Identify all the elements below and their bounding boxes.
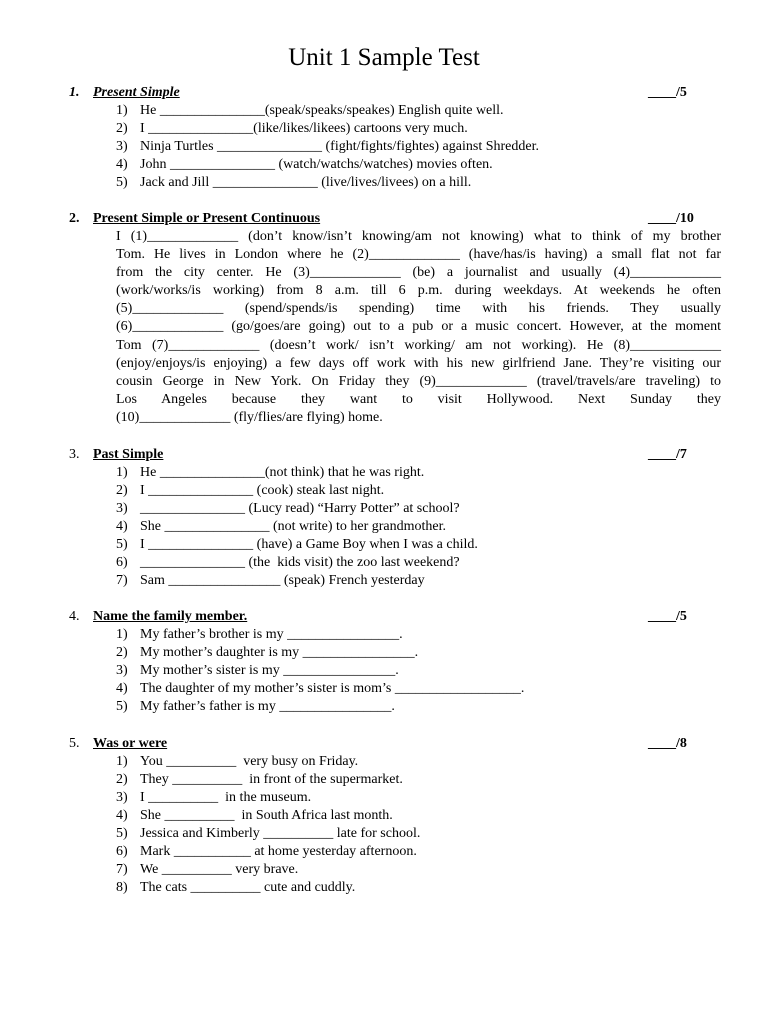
question-text: The daughter of my mother’s sister is mom’s __________________. xyxy=(140,681,525,696)
question-text: They __________ in front of the supermarket. xyxy=(140,772,403,787)
question-text: My mother’s daughter is my ________________. xyxy=(140,645,419,660)
question-number: 5) xyxy=(116,175,128,190)
question-item xyxy=(0,843,768,861)
question-text: My father’s father is my ________________. xyxy=(140,699,395,714)
question-text: Ninja Turtles _______________ (fight/fights/fightes) against Shredder. xyxy=(140,139,539,154)
question-item xyxy=(0,174,768,192)
question-number: 4) xyxy=(116,681,128,696)
section-present-simple-or-continuous xyxy=(0,210,768,425)
paragraph-line: (6)_____________ (go/goes/are going) out to a pub or a music concert. However, at the moment xyxy=(116,319,721,335)
question-text: She __________ in South Africa last month. xyxy=(140,808,393,823)
question-number: 6) xyxy=(116,555,128,570)
question-number: 5) xyxy=(116,537,128,552)
section-header xyxy=(0,608,768,626)
question-item xyxy=(0,680,768,698)
paragraph-line: from the city center. He (3)_____________ (be) a journalist and usually (4)_____________ xyxy=(116,265,721,281)
question-number: 5) xyxy=(116,826,128,841)
question-text: Jack and Jill _______________ (live/lives/livees) on a hill. xyxy=(140,175,472,190)
question-text: Mark ___________ at home yesterday afternoon. xyxy=(140,844,417,859)
question-text: The cats __________ cute and cuddly. xyxy=(140,880,356,895)
question-list xyxy=(0,102,768,192)
section-score: ____/5 xyxy=(648,85,687,100)
paragraph-line: Tom (7)_____________ (doesn’t work/ isn’t working/ am not working). He (8)_____________ xyxy=(116,337,721,353)
question-number: 5) xyxy=(116,699,128,714)
question-number: 3) xyxy=(116,663,128,678)
question-item xyxy=(0,138,768,156)
question-item xyxy=(0,120,768,138)
question-text: Sam ________________ (speak) French yesterday xyxy=(140,573,425,588)
question-text: I __________ in the museum. xyxy=(140,790,312,805)
question-item xyxy=(0,807,768,825)
section-score: ____/7 xyxy=(648,447,687,462)
question-item xyxy=(0,753,768,771)
question-number: 7) xyxy=(116,573,128,588)
question-text: He _______________(not think) that he was right. xyxy=(140,465,425,480)
question-number: 2) xyxy=(116,121,128,136)
paragraph-line: I (1)_____________ (don’t know/isn’t knowing/am not knowing) what to think of my brother xyxy=(116,229,721,244)
question-item xyxy=(0,644,768,662)
question-number: 2) xyxy=(116,483,128,498)
section-number: 3. xyxy=(69,447,80,462)
section-title: Past Simple xyxy=(93,447,164,462)
question-number: 4) xyxy=(116,808,128,823)
question-item xyxy=(0,536,768,554)
question-item xyxy=(0,626,768,644)
section-title: Present Simple xyxy=(93,85,180,100)
paragraph-line: (enjoy/enjoys/is enjoying) a few days off work with his new girlfriend Jane. They’re visiting our xyxy=(116,355,721,371)
question-item xyxy=(0,789,768,807)
section-number: 4. xyxy=(69,609,80,624)
section-number: 2. xyxy=(69,211,80,226)
section-present-simple xyxy=(0,84,768,192)
question-text: _______________ (the kids visit) the zoo last weekend? xyxy=(140,555,460,570)
question-number: 1) xyxy=(116,465,128,480)
question-text: John _______________ (watch/watchs/watches) movies often. xyxy=(140,157,493,172)
question-item xyxy=(0,572,768,590)
question-text: You __________ very busy on Friday. xyxy=(140,754,359,769)
question-number: 8) xyxy=(116,880,128,895)
section-title: Name the family member. xyxy=(93,609,248,624)
question-text: Jessica and Kimberly __________ late for school. xyxy=(140,826,421,841)
section-header xyxy=(0,446,768,464)
question-text: She _______________ (not write) to her grandmother. xyxy=(140,519,447,534)
question-text: He _______________(speak/speaks/speakes) English quite well. xyxy=(140,103,504,118)
question-text: I _______________ (have) a Game Boy when I was a child. xyxy=(140,537,478,552)
question-list xyxy=(0,464,768,590)
section-header xyxy=(0,84,768,102)
section-number: 5. xyxy=(69,736,80,751)
question-number: 1) xyxy=(116,103,128,118)
question-item xyxy=(0,156,768,174)
question-item xyxy=(0,518,768,536)
question-text: I _______________(like/likes/likees) cartoons very much. xyxy=(140,121,468,136)
question-text: _______________ (Lucy read) “Harry Potter” at school? xyxy=(140,501,460,516)
question-number: 3) xyxy=(116,139,128,154)
question-number: 2) xyxy=(116,772,128,787)
question-number: 3) xyxy=(116,790,128,805)
question-text: My mother’s sister is my ________________. xyxy=(140,663,399,678)
question-number: 4) xyxy=(116,519,128,534)
paragraph-line: Tom. He lives in London where he (2)_____________ (have/has/is having) a small flat not far xyxy=(116,247,721,263)
cloze-paragraph xyxy=(116,228,721,409)
question-number: 6) xyxy=(116,844,128,859)
paragraph-line: Los Angeles because they want to visit Hollywood. Next Sunday they xyxy=(116,391,721,407)
question-text: My father’s brother is my ________________. xyxy=(140,627,403,642)
question-number: 7) xyxy=(116,862,128,877)
paragraph-line: cousin George in New York. On Friday they (9)_____________ (travel/travels/are traveling) to xyxy=(116,373,721,389)
section-score: ____/5 xyxy=(648,609,687,624)
section-number: 1. xyxy=(69,85,80,100)
question-item xyxy=(0,861,768,879)
question-number: 3) xyxy=(116,501,128,516)
section-family-member xyxy=(0,608,768,716)
question-number: 1) xyxy=(116,627,128,642)
section-was-or-were xyxy=(0,735,768,897)
question-item xyxy=(0,482,768,500)
section-title: Present Simple or Present Continuous xyxy=(93,211,321,226)
question-number: 4) xyxy=(116,157,128,172)
question-list xyxy=(0,753,768,897)
section-title: Was or were xyxy=(93,736,168,751)
section-score: ____/10 xyxy=(648,211,694,226)
section-score: ____/8 xyxy=(648,736,687,751)
paragraph-line: (5)_____________ (spend/spends/is spending) time with his friends. They usually xyxy=(116,301,721,317)
question-list xyxy=(0,626,768,716)
question-item xyxy=(0,771,768,789)
question-text: We __________ very brave. xyxy=(140,862,299,877)
question-number: 2) xyxy=(116,645,128,660)
question-item xyxy=(0,662,768,680)
paragraph-line: (work/works/is working) from 8 a.m. till 6 p.m. during weekdays. At weekends he often xyxy=(116,283,721,299)
question-text: I _______________ (cook) steak last night. xyxy=(140,483,385,498)
question-item xyxy=(0,879,768,897)
section-header xyxy=(0,735,768,753)
question-item xyxy=(0,825,768,843)
page-title: Unit 1 Sample Test xyxy=(288,44,480,71)
question-item xyxy=(0,102,768,120)
section-past-simple xyxy=(0,446,768,590)
question-item xyxy=(0,500,768,518)
section-header xyxy=(0,210,768,228)
question-item xyxy=(0,464,768,482)
question-number: 1) xyxy=(116,754,128,769)
cloze-paragraph-last-line: (10)_____________ (fly/flies/are flying) home. xyxy=(116,410,383,425)
question-item xyxy=(0,698,768,716)
question-item xyxy=(0,554,768,572)
